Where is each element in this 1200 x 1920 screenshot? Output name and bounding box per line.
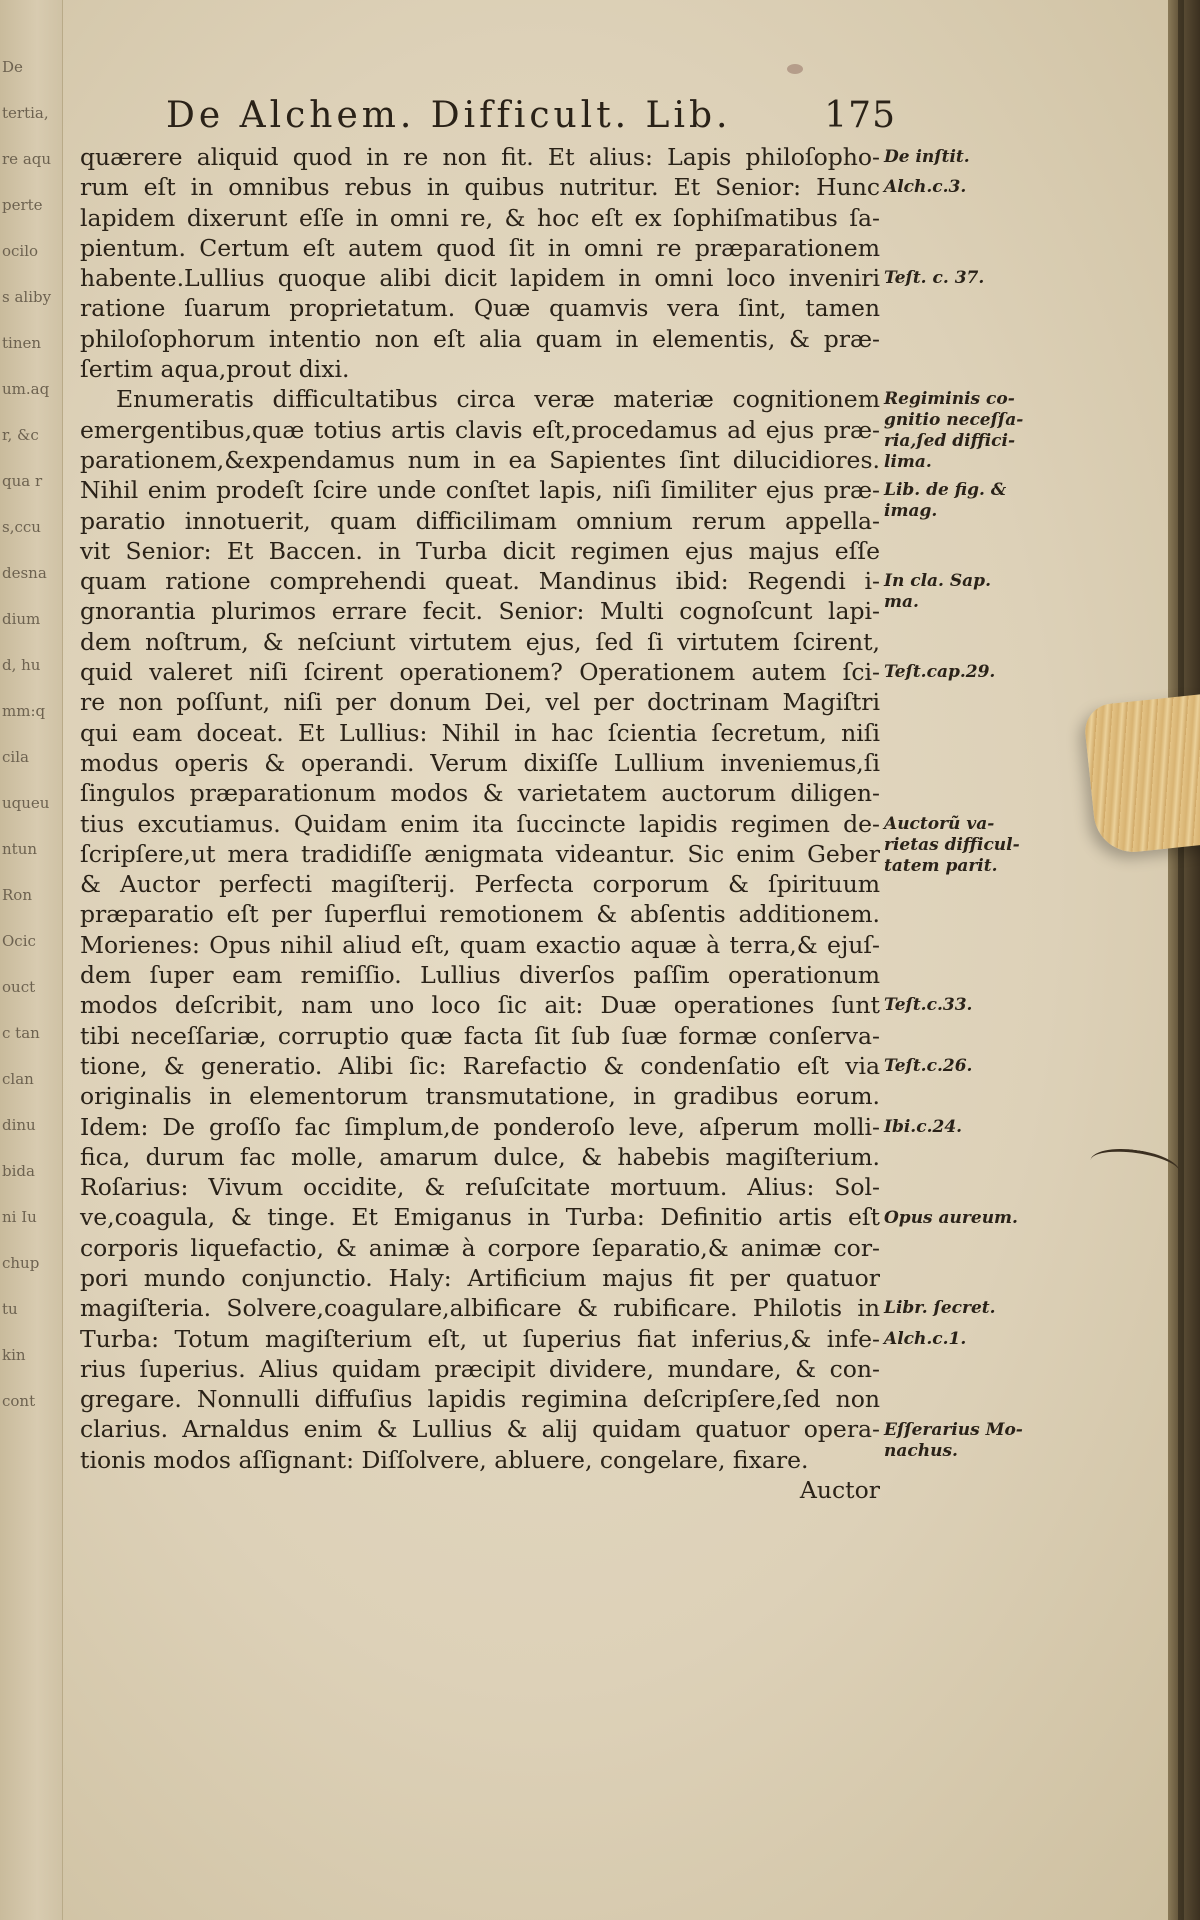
text-line: præparatio eſt per ſuperflui remotionem & abſentis additionem. [80,900,880,929]
wooden-brush-object [1082,694,1200,856]
facing-page-fragment: tertia, [2,106,49,121]
text-line: & Auctor perfecti magiſterij. Perfecta corporum & ſpirituum [80,870,880,899]
text-line: rius ſuperius. Alius quidam præcipit dividere, mundare, & con- [80,1354,880,1383]
facing-page-fragment: chup [2,1256,40,1271]
text-line: paratio innotuerit, quam difficilimam omnium rerum appella- [80,506,880,535]
facing-page-fragment: r, &c [2,428,39,443]
margin-note-line: Eſſerarius Mo- [884,1419,1023,1440]
margin-note [884,480,1034,522]
margin-note-line: Libr. ſecret. [884,1298,996,1319]
text-line: fica, durum fac molle, amarum dulce, & habebis magiſterium. [80,1142,880,1171]
text-line: vit Senior: Et Baccen. in Turba dicit regimen ejus majus eſſe [80,536,880,565]
margin-note [884,177,1034,198]
text-line: ve,coagula, & tinge. Et Emiganus in Turba: Definitio artis eſt [80,1203,880,1232]
margin-note [884,571,1034,613]
margin-note-line: Teſt.c.26. [884,1056,973,1076]
text-line: philoſophorum intentio non eſt alia quam in elementis, & præ- [80,324,880,353]
margin-note [884,1329,1034,1350]
margin-note-line: ma. [884,592,919,613]
text-line: ſcripſere,ut mera tradidiſſe ænigmata videantur. Sic enim Geber [80,839,880,868]
facing-page-fragment: ni Iu [2,1210,37,1225]
text-line: lapidem dixerunt eſſe in omni re, & hoc eſt ex ſophiſmatibus ſa- [80,203,880,232]
text-line: modos deſcribit, nam uno loco ſic ait: Duæ operationes ſunt [80,991,880,1020]
text-line: quam ratione comprehendi queat. Mandinus ibid: Regendi i- [80,567,880,596]
margin-note [884,1298,1034,1319]
text-line: Nihil enim prodeſt ſcire unde conſtet lapis, niſi ſimiliter ejus præ- [80,476,880,505]
text-line: qui eam doceat. Et Lullius: Nihil in hac ſcientia ſecretum, niſi [80,718,880,747]
margin-note [884,147,1034,168]
margin-note-line: nachus. [884,1440,958,1461]
facing-page-fragment: dinu [2,1118,36,1133]
text-line: Morienes: Opus nihil aliud eſt, quam exactio aquæ à terra,& ejuſ- [80,930,880,959]
facing-page-fragment: tinen [2,336,42,351]
facing-page-fragment: qua r [2,474,43,489]
facing-page-fragment: mm:q [2,704,46,719]
margin-note [884,1056,1034,1077]
text-line: tione, & generatio. Alibi ſic: Rarefactio & condenſatio eſt via [80,1051,880,1080]
text-line: Enumeratis difficultatibus circa veræ materiæ cognitionem [116,385,880,414]
text-line: parationem,&expendamus num in ea Sapientes ſint dilucidiores. [80,445,880,474]
facing-page-fragment: dium [2,612,41,627]
text-line: pientum. Certum eſt autem quod ſit in omni re præparationem [80,233,880,262]
running-header [166,95,896,145]
margin-note-line: ria,ſed diffici- [884,431,1016,452]
text-line: dem ſuper eam remiſſio. Lullius diverſos paſſim operationum [80,961,880,990]
text-line: modus operis & operandi. Verum dixiſſe Lullium inveniemus,ſi [80,748,880,777]
text-line: ſingulos præparationum modos & varietatem auctorum diligen- [80,779,880,808]
facing-page-fragment: s,ccu [2,520,41,535]
margin-note [884,389,1034,473]
text-line: gregare. Nonnulli diffuſius lapidis regimina deſcripſere,ſed non [80,1385,880,1414]
text-line: re non poſſunt, niſi per donum Dei, vel per doctrinam Magiſtri [80,688,880,717]
facing-page-fragment: uqueu [2,796,50,811]
text-line: habente.Lullius quoque alibi dicit lapidem in omni loco inveniri [80,264,880,293]
facing-page-fragment: clan [2,1072,34,1087]
facing-page-fragment: ouct [2,980,36,995]
text-line: tius excutiamus. Quidam enim ita ſuccincte lapidis regimen de- [80,809,880,838]
margin-note [884,995,1034,1016]
main-text-block [80,142,880,1505]
margin-note-line: Alch.c.1. [884,1328,967,1349]
margin-note-line: Auctorũ va- [884,813,995,834]
facing-page-edge [0,0,63,1920]
margin-note [884,1208,1034,1229]
margin-note-line: tatem parit. [884,855,998,876]
text-line: ſertim aqua,prout dixi. [80,355,350,384]
text-line: tionis modos aſſignant: Diſſolvere, abluere, congelare, fixare. [80,1445,809,1474]
margin-note [884,662,1034,683]
text-line: magiſteria. Solvere,coagulare,albificare & rubificare. Philotis in [80,1294,880,1323]
facing-page-fragment: De [2,60,23,75]
facing-page-fragment: ntun [2,842,38,857]
facing-page-fragment: s aliby [2,290,52,305]
facing-page-fragment: Ron [2,888,32,903]
margin-note-line: rietas difficul- [884,834,1020,855]
margin-note-line: gnitio neceſſa- [884,410,1024,431]
facing-page-fragment: Ocic [2,934,36,949]
text-line: clarius. Arnaldus enim & Lullius & alij quidam quatuor opera- [80,1415,880,1444]
facing-page-fragment: c tan [2,1026,40,1041]
ink-blot [787,64,803,74]
facing-page-fragment: bida [2,1164,35,1179]
text-line: Turba: Totum magiſterium eſt, ut ſuperius fiat inferius,& infe- [80,1324,880,1353]
margin-note-line: Alch.c.3. [884,177,967,198]
text-line: corporis liquefactio, & animæ à corpore ſeparatio,& animæ cor- [80,1233,880,1262]
facing-page-fragment: cont [2,1394,36,1409]
text-line: quid valeret niſi ſcirent operationem? Operationem autem ſci- [80,658,880,687]
margin-note-line: Teſt.c.33. [884,995,973,1016]
facing-page-fragment: perte [2,198,43,213]
text-line: dem noſtrum, & neſciunt virtutem ejus, ſed ſi virtutem ſcirent, [80,627,880,656]
text-line: emergentibus,quæ totius artis clavis eſt,procedamus ad ejus præ- [80,415,880,444]
margin-note-line: Opus aureum. [884,1207,1018,1228]
text-line: pori mundo conjunctio. Haly: Artificium majus fit per quatuor [80,1263,880,1292]
text-line: rum eſt in omnibus rebus in quibus nutritur. Et Senior: Hunc [80,173,880,202]
margin-note-line: De inſtit. [884,147,970,167]
catchword: Auctor [799,1476,880,1505]
running-title: De Alchem. Difficult. Lib. [166,95,732,136]
facing-page-fragment: re aqu [2,152,52,167]
margin-note [884,1117,1034,1138]
facing-page-fragment: ocilo [2,244,39,259]
facing-page-fragment: cila [2,750,29,765]
margin-note-line: Ibi.c.24. [884,1116,963,1137]
facing-page-fragment: tu [2,1302,18,1317]
text-line: tibi neceſſariæ, corruptio quæ facta ſit ſub ſuæ formæ conſerva- [80,1021,880,1050]
text-line: ratione ſuarum proprietatum. Quæ quamvis vera ſint, tamen [80,294,880,323]
margin-note [884,268,1034,289]
margin-note [884,814,1034,877]
margin-note-line: Teſt. c. 37. [884,268,985,289]
facing-page-fragment: kin [2,1348,26,1363]
margin-note-line: imag. [884,501,938,522]
facing-page-fragment: desna [2,566,47,581]
margin-note-line: Regiminis co- [884,389,1015,410]
facing-page-fragment: d, hu [2,658,41,673]
page-number: 175 [824,95,896,136]
margin-note-line: Teſt.cap.29. [884,662,996,683]
book-binding-edge [1168,0,1200,1920]
text-line: quærere aliquid quod in re non fit. Et alius: Lapis philoſopho- [80,143,880,171]
text-line: gnorantia plurimos errare fecit. Senior: Multi cognoſcunt lapi- [80,597,880,626]
text-line: Roſarius: Vivum occidite, & reſuſcitate mortuum. Alius: Sol- [80,1173,880,1202]
margin-note [884,1420,1034,1462]
text-line: originalis in elementorum transmutatione, in gradibus eorum. [80,1082,880,1111]
text-line: Idem: De groſſo fac ſimplum,de ponderoſo leve, aſperum molli- [80,1112,880,1141]
margin-note-line: In cla. Sap. [884,571,991,592]
margin-note-line: lima. [884,452,932,473]
margin-note-line: Lib. de fig. & [884,480,1007,501]
facing-page-fragment: um.aq [2,382,50,397]
